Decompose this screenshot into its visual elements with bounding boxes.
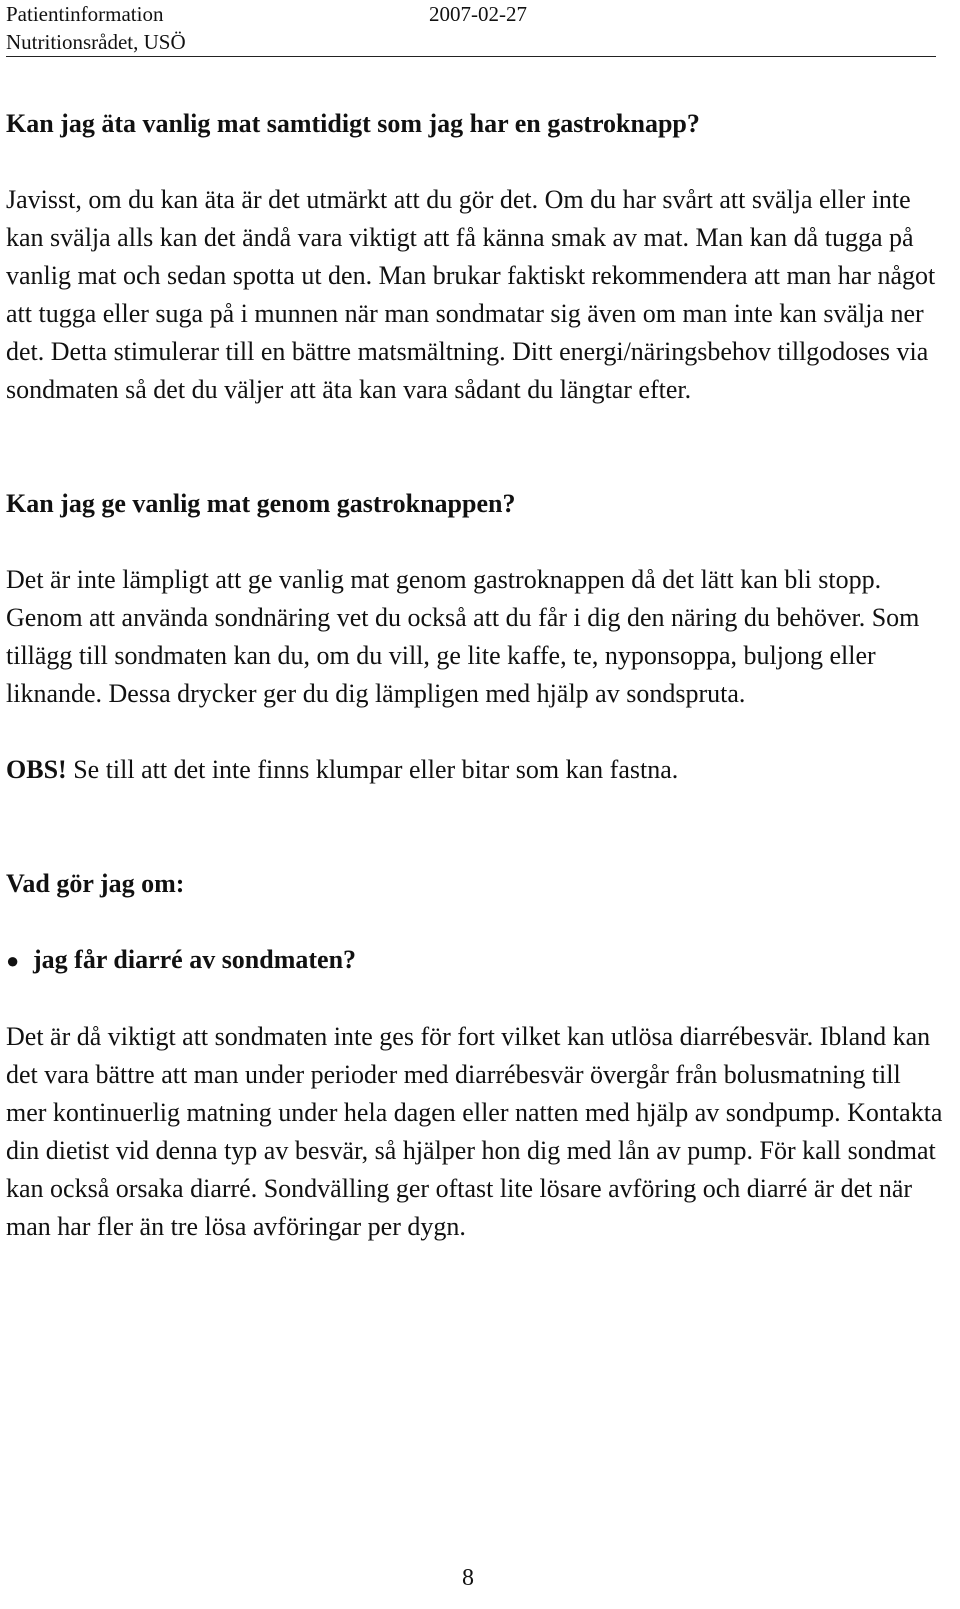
bullet-dot-icon: ● bbox=[6, 948, 20, 973]
heading-give-food-through-button: Kan jag ge vanlig mat genom gastroknappen? bbox=[6, 489, 516, 518]
document-body bbox=[6, 60, 946, 1246]
doc-type: Patientinformation bbox=[6, 2, 164, 26]
obs-label: OBS! bbox=[6, 755, 67, 784]
bullet-text: jag får diarré av sondmaten? bbox=[33, 945, 357, 974]
paragraph-give-food-through-button: Det är inte lämpligt att ge vanlig mat genom gastroknappen då det lätt kan bli stopp. Genom att använda sondnäring vet du också att du får i dig den näring du behöver. Som tillägg till sondmaten kan du, om du vill, ge lite kaffe, te, nyponsoppa, buljong eller liknande. Dessa drycker ger du dig lämpligen med hjälp av sondspruta. bbox=[6, 565, 920, 708]
organization: Nutritionsrådet, USÖ bbox=[6, 30, 186, 54]
obs-note bbox=[6, 751, 946, 789]
heading-eat-regular-food: Kan jag äta vanlig mat samtidigt som jag har en gastroknapp? bbox=[6, 109, 700, 138]
heading-what-if: Vad gör jag om: bbox=[6, 869, 185, 898]
paragraph-eat-regular-food: Javisst, om du kan äta är det utmärkt att du gör det. Om du har svårt att svälja eller inte kan svälja alls kan det ändå vara viktigt att få känna smak av mat. Man kan då tugga på vanlig mat och sedan spotta ut den. Man brukar faktiskt rekommendera att man har något att tugga eller suga på i munnen när man sondmatar sig även om man inte kan svälja ner det. Detta stimulerar till en bättre matsmältning. Ditt energi/näringsbehov tillgodoses via sondmaten så det du väljer att äta kan vara sådant du längtar efter. bbox=[6, 185, 936, 404]
bullet-diarrhea bbox=[6, 941, 946, 980]
obs-text: Se till att det inte finns klumpar eller bitar som kan fastna. bbox=[66, 755, 679, 784]
paragraph-diarrhea: Det är då viktigt att sondmaten inte ges för fort vilket kan utlösa diarrébesvär. Ibland kan det vara bättre att man under perioder med diarrébesvär övergår från bolusmatning till mer kontinuerlig matning under hela dagen eller natten med hjälp av sondpump. Kontakta din dietist vid denna typ av besvär, så hjälper hon dig med lån av pump. För kall sondmat kan också orsaka diarré. Sondvälling ger oftast lite lösare avföring och diarré är det när man har fler än tre lösa avföringar per dygn. bbox=[6, 1022, 943, 1241]
page-number: 8 bbox=[462, 1565, 474, 1591]
page-header bbox=[6, 0, 936, 57]
doc-date: 2007-02-27 bbox=[429, 2, 527, 26]
